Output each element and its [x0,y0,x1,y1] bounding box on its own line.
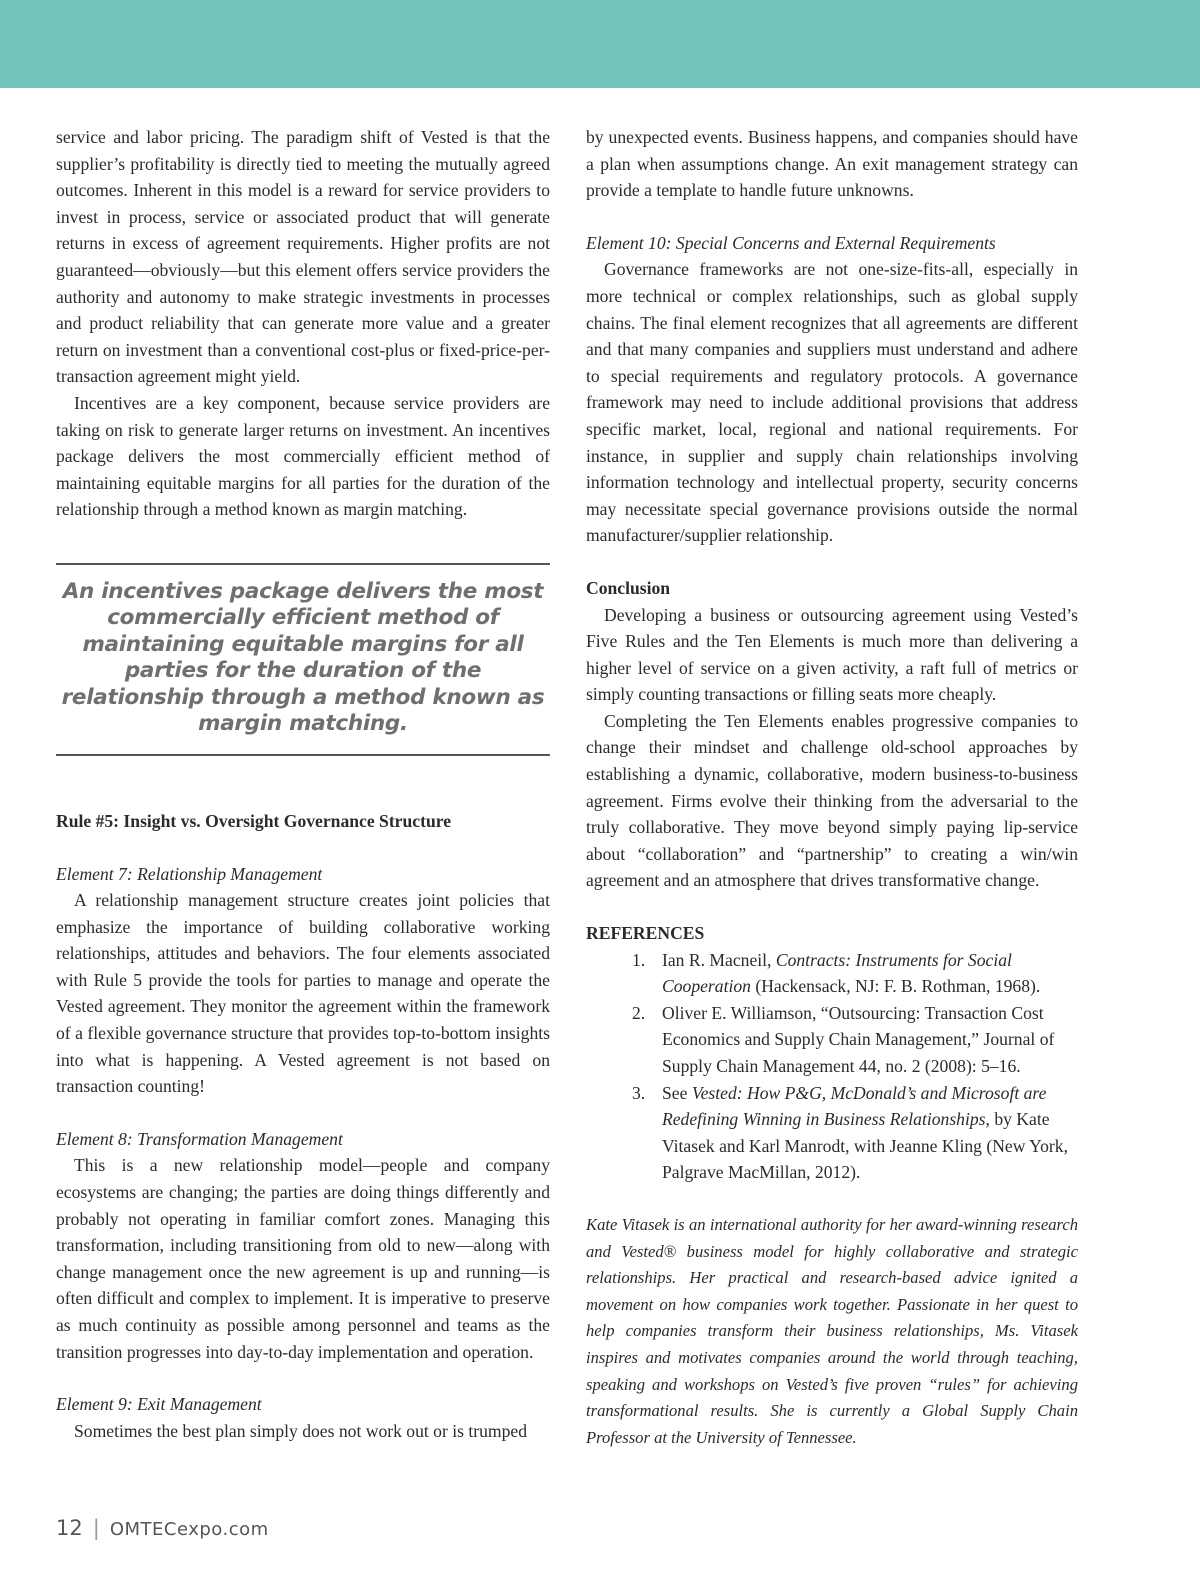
paragraph: Completing the Ten Elements enables progressive companies to change their mindset and challenge old-school approaches by establishing a dynamic, collaborative, modern business-to-business agreement. Firms evolve their thinking from the adversarial to the truly collaborative. They move beyond simply paying lip-service about “collaboration” and “partnership” to creating a win/win agreement and an atmosphere that drives transformative change. [586,710,1078,891]
pull-quote: An incentives package delivers the most commercially efficient method of maintaining equitable margins for all parties for the duration of the relationship through a method known as margin matching. [56,563,550,756]
page-footer [56,1516,269,1540]
paragraph: by unexpected events. Business happens, and companies should have a plan when assumptions change. An exit management strategy can provide a template to handle future unknowns. [586,127,1078,201]
element-8-heading: Element 8: Transformation Management [56,1128,343,1149]
reference-number: 1. [632,949,646,970]
reference-title: Vested: How P&G, McDonald’s and Microsoft are Redefining Winning in Business Relationships [662,1082,1047,1130]
reference-item: 1. Ian R. Macneil, Contracts: Instruments for Social Cooperation (Hackensack, NJ: F. B. Rothman, 1968). [586,947,1078,1000]
conclusion-heading: Conclusion [586,577,671,598]
element-7-heading: Element 7: Relationship Management [56,863,323,884]
author-bio: Kate Vitasek is an international authority for her award-winning research and Vested® business model for highly collaborative and strategic relationships. Her practical and research-based advice ignited a movement on how companies work together. Passionate in her quest to help companies transform their business relationships, Ms. Vitasek inspires and motivates companies around the world through teaching, speaking and workshops on Vested’s five proven “rules” for achieving transformational results. She is currently a Global Supply Chain Professor at the University of Tennessee. [586,1214,1078,1447]
reference-title: Contracts: Instruments for Social Cooperation [662,949,1012,997]
references-list [586,947,1078,1186]
footer-site-link[interactable]: OMTECexpo.com [109,1519,269,1540]
right-column [586,124,1078,1451]
paragraph: Developing a business or outsourcing agreement using Vested’s Five Rules and the Ten Elements is much more than delivering a higher level of service on a given activity, a raft full of metrics or simply counting transactions or filling seats more cheaply. [586,604,1078,705]
element-10-heading: Element 10: Special Concerns and External Requirements [586,232,996,253]
reference-item: 3. See Vested: How P&G, McDonald’s and Microsoft are Redefining Winning in Business Relationships, by Kate Vitasek and Karl Manrodt, with Jeanne Kling (New York, Palgrave MacMillan, 2012). [586,1080,1078,1186]
reference-item: 2. Oliver E. Williamson, “Outsourcing: Transaction Cost Economics and Supply Chain Management,” Journal of Supply Chain Management 44, no. 2 (2008): 5–16. [586,1000,1078,1080]
reference-number: 2. [632,1002,646,1023]
references-heading: REFERENCES [586,923,705,944]
element-9-heading: Element 9: Exit Management [56,1394,262,1415]
reference-number: 3. [632,1082,646,1103]
paragraph: service and labor pricing. The paradigm shift of Vested is that the supplier’s profitability is directly tied to meeting the mutually agreed outcomes. Inherent in this model is a reward for service providers to invest in process, service or associated product that will generate returns in excess of agreement requirements. Higher profits are not guaranteed—obviously—but this element offers service providers the authority and autonomy to make strategic investments in processes and product reliability that can generate more value and a greater return on investment than a conventional cost-plus or fixed-price-per-transaction agreement might yield. [56,127,550,387]
footer-separator: | [92,1516,100,1540]
paragraph: A relationship management structure creates joint policies that emphasize the importance of building collaborative working relationships, attitudes and behaviors. The four elements associated with Rule 5 provide the tools for parties to manage and operate the Vested agreement. They monitor the agreement within the framework of a flexible governance structure that provides top-to-bottom insights into what is happening. A Vested agreement is not based on transaction counting! [56,890,550,1097]
paragraph: Incentives are a key component, because service providers are taking on risk to generate larger returns on investment. An incentives package delivers the most commercially efficient method of maintaining equitable margins for all parties for the duration of the relationship through a method known as margin matching. [56,392,550,520]
rule5-heading: Rule #5: Insight vs. Oversight Governance Structure [56,810,452,831]
left-column [56,124,550,1444]
paragraph: Governance frameworks are not one-size-fits-all, especially in more technical or complex relationships, such as global supply chains. The final element recognizes that all agreements are different and that many companies and suppliers must understand and adhere to special requirements and regulatory protocols. A governance framework may need to include additional provisions that address specific market, local, regional and national requirements. For instance, in supplier and supply chain relationships involving information technology and intellectual property, security concerns may necessitate special governance provisions outside the normal manufacturer/supplier relationship. [586,259,1078,546]
paragraph: Sometimes the best plan simply does not work out or is trumped [74,1420,527,1441]
header-banner [0,0,1200,88]
paragraph: This is a new relationship model—people and company ecosystems are changing; the parties are doing things differently and probably not operating in familiar comfort zones. Managing this transformation, including transitioning from old to new—along with change management once the new agreement is up and running—is often difficult and complex to implement. It is imperative to preserve as much continuity as possible among personnel and teams as the transition progresses into day-to-day implementation and operation. [56,1155,550,1362]
page-number: 12 [56,1516,83,1540]
